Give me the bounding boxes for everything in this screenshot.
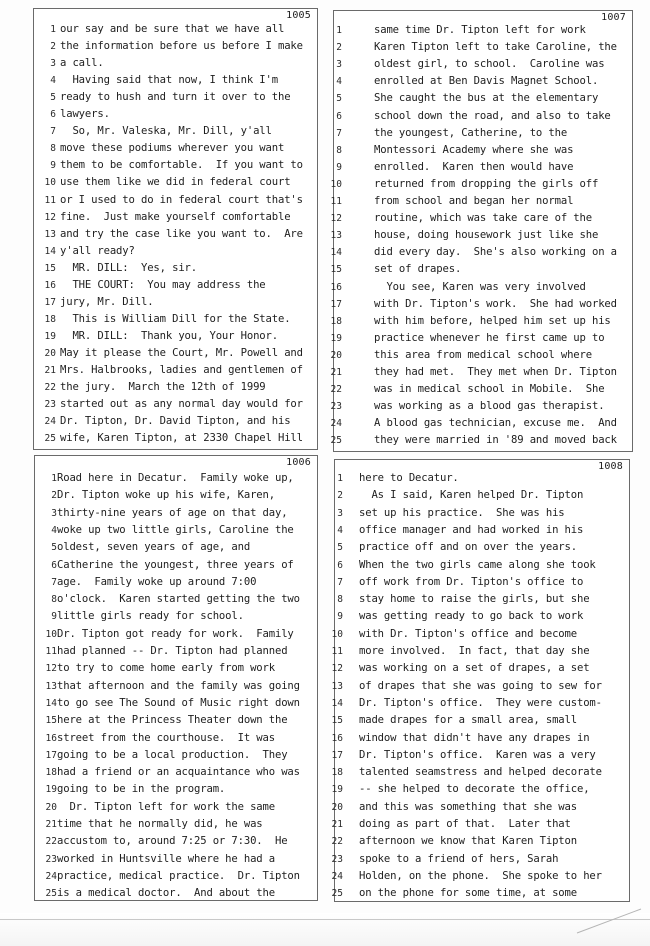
transcript-line: of drapes that she was going to sew for	[359, 679, 602, 692]
line-number: 7	[336, 127, 342, 139]
line-number: 23	[45, 853, 57, 865]
transcript-line: Dr. Tipton left for work the same	[57, 800, 275, 813]
transcript-line: Road here in Decatur. Family woke up,	[57, 472, 294, 484]
transcript-line: y'all ready?	[60, 244, 135, 257]
transcript-line: and this was something that she was	[359, 800, 577, 813]
line-number: 5	[336, 93, 342, 105]
line-number: 21	[44, 365, 56, 376]
transcript-line: little girls ready for school.	[57, 610, 244, 623]
transcript-line: house, doing housework just like she	[374, 229, 599, 242]
transcript-line: worked in Huntsville where he had a	[57, 852, 275, 865]
transcript-line: MR. DILL: Thank you, Your Honor.	[60, 329, 278, 342]
line-number: 10	[330, 178, 342, 190]
line-number: 15	[45, 715, 57, 727]
transcript-line: them to be comfortable. If you want to	[60, 159, 303, 172]
line-number: 24	[44, 416, 56, 428]
transcript-line: going to be in the program.	[57, 783, 226, 796]
line-number: 10	[45, 628, 57, 640]
transcript-line: from school and began her normal	[374, 195, 574, 207]
transcript-line: oldest girl, to school. Caroline was	[374, 58, 605, 71]
line-number: 4	[336, 76, 342, 88]
transcript-line: Dr. Tipton, Dr. David Tipton, and his	[60, 415, 291, 428]
transcript-line: This is William Dill for the State.	[60, 312, 291, 325]
line-number: 3	[50, 58, 56, 70]
transcript-line: practice off and on over the years.	[359, 541, 577, 554]
line-number: 11	[45, 646, 57, 657]
line-number: 7	[50, 126, 56, 138]
line-number: 12	[331, 663, 343, 675]
pen-mark-icon	[575, 905, 645, 935]
transcript-line: Dr. Tipton's office. Karen was a very	[359, 748, 596, 761]
transcript-line: off work from Dr. Tipton's office to	[359, 575, 584, 588]
transcript-line: window that didn't have any drapes in	[359, 731, 590, 744]
transcript-line: was getting ready to go back to work	[359, 610, 584, 623]
line-number: 21	[330, 367, 342, 378]
transcript-page-1008	[331, 459, 630, 902]
line-number: 2	[336, 42, 342, 54]
line-number: 24	[330, 418, 342, 430]
line-number: 4	[337, 524, 343, 536]
transcript-line: Mrs. Halbrooks, ladies and gentlemen of	[60, 364, 303, 376]
line-number: 6	[50, 109, 56, 121]
line-number: 8	[336, 144, 342, 156]
transcript-line: THE COURT: You may address the	[60, 278, 266, 291]
line-number: 22	[44, 382, 56, 394]
transcript-line: So, Mr. Valeska, Mr. Dill, y'all	[60, 125, 272, 138]
line-number: 1	[337, 473, 343, 484]
line-number: 1	[51, 473, 57, 484]
transcript-line: was working as a blood gas therapist.	[374, 400, 605, 413]
page-number: 1005	[286, 10, 311, 21]
line-number: 7	[51, 576, 57, 588]
transcript-line: same time Dr. Tipton left for work	[374, 24, 586, 36]
line-number: 21	[45, 819, 57, 830]
transcript-line: When the two girls came along she took	[359, 558, 596, 571]
paper-bottom-edge	[0, 913, 650, 946]
line-number: 16	[45, 732, 57, 744]
line-number: 18	[45, 767, 57, 779]
transcript-line: Having said that now, I think I'm	[60, 74, 278, 87]
transcript-line: Catherine the youngest, three years of	[57, 558, 294, 571]
transcript-line: She caught the bus at the elementary	[374, 92, 599, 105]
line-number: 3	[337, 507, 343, 519]
transcript-line: Karen Tipton left to take Caroline, the	[374, 41, 617, 54]
transcript-line: Dr. Tipton's office. They were custom-	[359, 696, 602, 709]
transcript-line: this area from medical school where	[374, 348, 592, 361]
transcript-line: As I said, Karen helped Dr. Tipton	[359, 489, 584, 502]
transcript-line: set up his practice. She was his	[359, 506, 565, 519]
line-number: 13	[44, 228, 56, 240]
transcript-line: the jury. March the 12th of 1999	[60, 381, 266, 394]
transcript-line: a call.	[60, 57, 104, 70]
transcript-line: did every day. She's also working on a	[374, 246, 617, 259]
line-number: 23	[44, 399, 56, 411]
transcript-page-1006	[34, 455, 318, 901]
transcript-line: with Dr. Tipton's work. She had worked	[374, 297, 617, 310]
transcript-line: You see, Karen was very involved	[374, 280, 586, 293]
transcript-line: had a friend or an acquaintance who was	[57, 766, 300, 779]
line-number: 4	[51, 524, 57, 536]
line-number: 8	[337, 594, 343, 606]
transcript-line: talented seamstress and helped decorate	[359, 766, 602, 779]
line-number: 13	[330, 230, 342, 242]
line-number: 3	[51, 507, 57, 519]
transcript-line: woke up two little girls, Caroline the	[57, 523, 294, 536]
transcript-line: MR. DILL: Yes, sir.	[60, 261, 198, 274]
line-number: 22	[45, 836, 57, 848]
transcript-line: age. Family woke up around 7:00	[57, 575, 257, 588]
transcript-line: jury, Mr. Dill.	[60, 295, 154, 308]
transcript-line: time that he normally did, he was	[57, 818, 263, 830]
transcript-page-1005	[33, 8, 318, 450]
transcript-line: Dr. Tipton got ready for work. Family	[57, 627, 294, 640]
transcript-line: was in medical school in Mobile. She	[374, 383, 605, 396]
line-number: 6	[336, 110, 342, 122]
line-number: 22	[331, 836, 343, 848]
line-number: 13	[45, 680, 57, 692]
line-number: 9	[50, 160, 56, 172]
transcript-line: enrolled at Ben Davis Magnet School.	[374, 75, 599, 88]
line-number: 11	[330, 196, 342, 207]
transcript-line: that afternoon and the family was going	[57, 679, 300, 692]
line-number: 12	[44, 211, 56, 223]
line-number: 20	[330, 349, 342, 361]
line-number: 10	[331, 628, 343, 640]
transcript-line: A blood gas technician, excuse me. And	[374, 417, 617, 430]
transcript-line: accustom to, around 7:25 or 7:30. He	[57, 835, 288, 848]
transcript-line: to try to come home early from work	[57, 662, 275, 675]
line-number: 15	[44, 262, 56, 274]
page-number: 1007	[601, 12, 626, 23]
line-number: 2	[50, 41, 56, 53]
line-number: 18	[331, 767, 343, 779]
line-number: 2	[337, 490, 343, 502]
transcript-line: spoke to a friend of hers, Sarah	[359, 852, 559, 865]
line-number: 12	[45, 663, 57, 675]
line-number: 7	[337, 576, 343, 588]
line-number: 25	[330, 435, 342, 447]
transcript-line: May it please the Court, Mr. Powell and	[60, 346, 303, 359]
paper-fold-line	[0, 919, 650, 920]
transcript-line: -- she helped to decorate the office,	[359, 783, 590, 796]
transcript-line: thirty-nine years of age on that day,	[57, 506, 288, 519]
transcript-line: or I used to do in federal court that's	[60, 193, 303, 206]
line-number: 19	[45, 784, 57, 796]
line-number: 16	[331, 732, 343, 744]
line-number: 5	[337, 542, 343, 554]
line-number: 8	[51, 594, 57, 606]
transcript-line: was working on a set of drapes, a set	[359, 662, 590, 675]
line-number: 18	[330, 315, 342, 327]
line-number: 17	[331, 749, 343, 761]
transcript-line: on the phone for some time, at some	[359, 887, 577, 900]
line-number: 15	[331, 715, 343, 727]
line-number: 19	[44, 330, 56, 342]
transcript-line: here to Decatur.	[359, 472, 459, 484]
line-number: 25	[331, 888, 343, 900]
transcript-line: Montessori Academy where she was	[374, 143, 574, 156]
transcript-page-1007	[330, 10, 633, 452]
line-number: 6	[51, 559, 57, 571]
transcript-line: with him before, helped him set up his	[374, 314, 611, 327]
line-number: 15	[330, 264, 342, 276]
line-number: 9	[337, 611, 343, 623]
page-number: 1008	[598, 461, 623, 472]
line-number: 19	[331, 784, 343, 796]
transcript-line: stay home to raise the girls, but she	[359, 593, 590, 606]
transcript-line: routine, which was take care of the	[374, 212, 592, 225]
line-number: 25	[45, 888, 57, 900]
transcript-line: here at the Princess Theater down the	[57, 714, 288, 727]
line-number: 22	[330, 384, 342, 396]
transcript-line: returned from dropping the girls off	[374, 177, 599, 190]
line-number: 25	[44, 433, 56, 445]
transcript-line: oldest, seven years of age, and	[57, 541, 251, 554]
transcript-line: they had met. They met when Dr. Tipton	[374, 366, 617, 378]
line-number: 24	[331, 870, 343, 882]
transcript-line: our say and be sure that we have all	[60, 23, 285, 35]
transcript-line: practice whenever he first came up to	[374, 331, 605, 344]
transcript-line: school down the road, and also to take	[374, 109, 611, 122]
transcript-line: Holden, on the phone. She spoke to her	[359, 869, 602, 882]
line-number: 14	[44, 245, 56, 257]
transcript-line: more involved. In fact, that day she	[359, 645, 590, 657]
line-number: 11	[44, 194, 56, 206]
line-number: 6	[337, 559, 343, 571]
transcript-line: fine. Just make yourself comfortable	[60, 210, 291, 223]
line-number: 9	[51, 611, 57, 623]
transcript-line: and try the case like you want to. Are	[60, 227, 303, 240]
line-number: 17	[330, 298, 342, 310]
transcript-line: started out as any normal day would for	[60, 398, 303, 411]
line-number: 12	[330, 213, 342, 225]
line-number: 20	[45, 801, 57, 813]
line-number: 18	[44, 313, 56, 325]
transcript-line: office manager and had worked in his	[359, 523, 584, 536]
line-number: 17	[44, 296, 56, 308]
line-number: 21	[331, 819, 343, 830]
line-number: 14	[331, 697, 343, 709]
line-number: 23	[331, 853, 343, 865]
transcript-line: the information before us before I make	[60, 40, 303, 53]
line-number: 2	[51, 490, 57, 502]
transcript-line: Dr. Tipton woke up his wife, Karen,	[57, 489, 275, 502]
transcript-line: the youngest, Catherine, to the	[374, 126, 568, 139]
line-number: 10	[44, 177, 56, 189]
transcript-line: street from the courthouse. It was	[57, 731, 275, 744]
transcript-line: o'clock. Karen started getting the two	[57, 593, 300, 606]
line-number: 14	[45, 697, 57, 709]
line-number: 3	[336, 59, 342, 71]
transcript-line: practice, medical practice. Dr. Tipton	[57, 869, 300, 882]
line-number: 23	[330, 401, 342, 413]
line-number: 20	[331, 801, 343, 813]
line-number: 24	[45, 870, 57, 882]
transcript-line: they were married in '89 and moved back	[374, 434, 617, 447]
line-number: 14	[330, 247, 342, 259]
line-number: 16	[44, 279, 56, 291]
line-number: 5	[50, 92, 56, 104]
line-number: 5	[51, 542, 57, 554]
line-number: 17	[45, 749, 57, 761]
transcript-line: had planned -- Dr. Tipton had planned	[57, 645, 288, 657]
line-number: 1	[50, 24, 56, 35]
transcript-line: lawyers.	[60, 108, 110, 121]
line-number: 4	[50, 75, 56, 87]
line-number: 13	[331, 680, 343, 692]
transcript-line: with Dr. Tipton's office and become	[359, 627, 577, 640]
transcript-line: going to be a local production. They	[57, 748, 288, 761]
page-number: 1006	[286, 457, 311, 468]
line-number: 16	[330, 281, 342, 293]
transcript-line: afternoon we know that Karen Tipton	[359, 835, 577, 848]
transcript-line: set of drapes.	[374, 263, 462, 276]
line-number: 8	[50, 143, 56, 155]
transcript-line: to go see The Sound of Music right down	[57, 696, 300, 709]
transcript-line: enrolled. Karen then would have	[374, 160, 574, 173]
transcript-line: use them like we did in federal court	[60, 176, 291, 189]
transcript-line: made drapes for a small area, small	[359, 714, 577, 727]
line-number: 9	[336, 161, 342, 173]
line-number: 1	[336, 25, 342, 36]
transcript-line: wife, Karen Tipton, at 2330 Chapel Hill	[60, 432, 303, 445]
line-number: 11	[331, 646, 343, 657]
line-number: 20	[44, 347, 56, 359]
line-number: 19	[330, 332, 342, 344]
transcript-line: is a medical doctor. And about the	[57, 887, 275, 900]
transcript-line: move these podiums wherever you want	[60, 142, 285, 155]
transcript-line: ready to hush and turn it over to the	[60, 91, 291, 104]
transcript-line: doing as part of that. Later that	[359, 818, 571, 830]
